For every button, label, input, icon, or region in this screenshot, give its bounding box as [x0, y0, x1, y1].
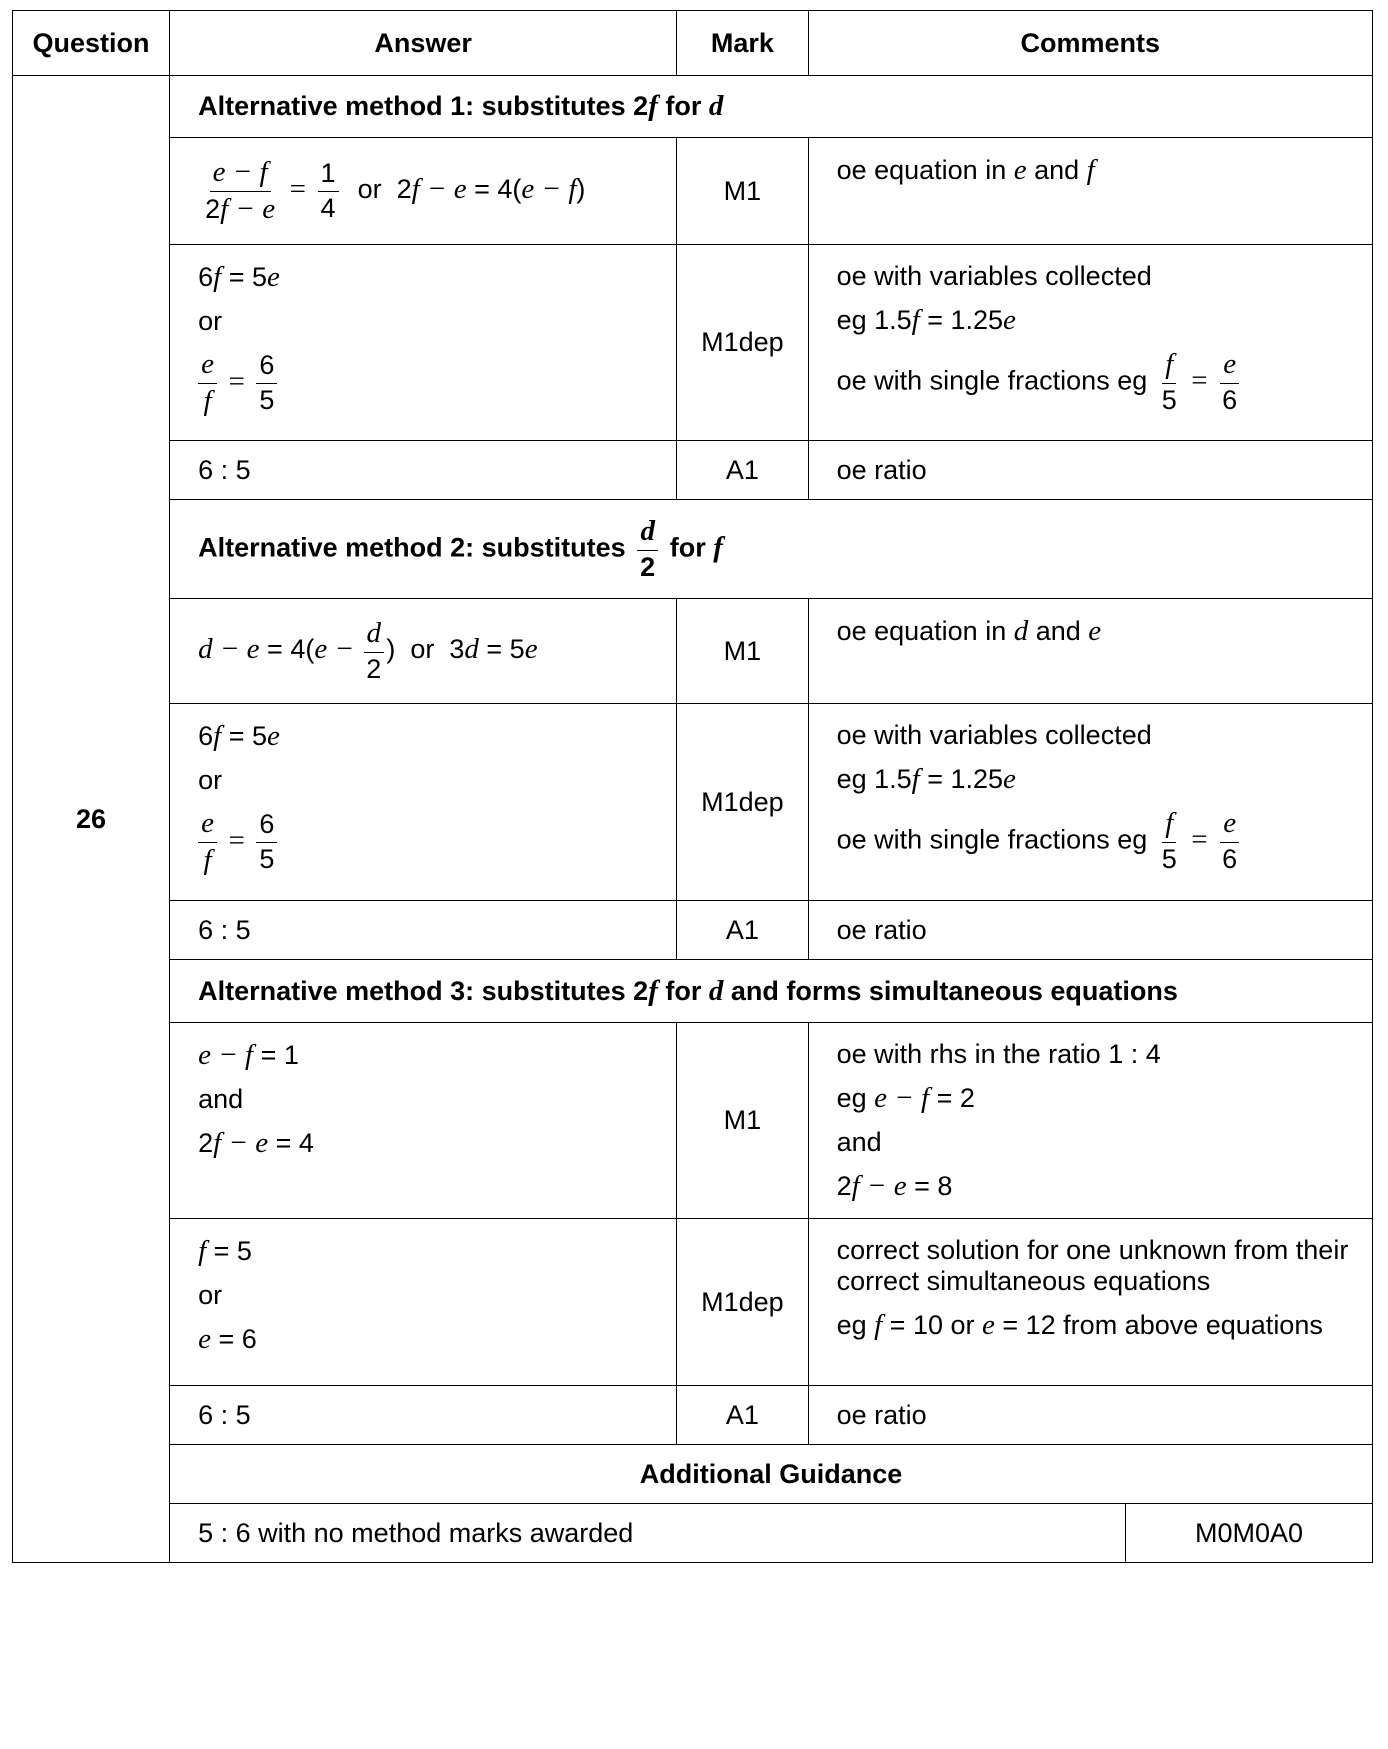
guidance-code: M0M0A0: [1126, 1504, 1373, 1563]
header-question: Question: [13, 11, 170, 76]
answer-cell: 6 : 5: [170, 441, 677, 500]
question-number: 26: [13, 76, 170, 1563]
fraction: $\frac{e}{f}$: [198, 808, 217, 877]
mark-cell: M1: [677, 599, 808, 704]
header-mark: Mark: [677, 11, 808, 76]
fraction: $\frac{d}{2}$: [637, 516, 658, 583]
fraction: $\frac{d}{2}$: [363, 618, 384, 685]
fraction: $\frac{f}{5}$: [1161, 807, 1177, 874]
table-row: [13, 1023, 1373, 1219]
comment-cell: oe ratio: [808, 441, 1372, 500]
comment-cell: oe ratio: [808, 1386, 1372, 1445]
answer-cell: 6 : 5: [170, 1386, 677, 1445]
mark-cell: M1: [677, 138, 808, 245]
table-row: [13, 1386, 1373, 1445]
fraction: $\frac{e - f}{2f - e}$: [205, 155, 276, 225]
comment-cell: oe with rhs in the ratio 1 : 4 eg e − f = 2 and 2f − e = 8: [808, 1023, 1372, 1219]
table-row: [13, 245, 1373, 441]
fraction: $\frac{6}{5}$: [256, 351, 277, 415]
comment-cell: oe equation in d and e: [808, 599, 1372, 704]
mark-cell: M1dep: [677, 245, 808, 441]
comment-cell: correct solution for one unknown from their correct simultaneous equations eg f = 10 or e = 12 from above equations: [808, 1219, 1372, 1386]
fraction: $\frac{e}{6}$: [1222, 348, 1238, 415]
answer-cell: $\frac{e - f}{2f - e}$ = $\frac{1}{4}$ or 2f − e = 4(e − f): [170, 138, 677, 245]
mark-cell: A1: [677, 441, 808, 500]
answer-cell: 6 : 5: [170, 901, 677, 960]
guidance-title-row: [13, 1445, 1373, 1504]
header-row: [13, 11, 1373, 76]
answer-cell: d − e = 4(e − $\frac{d}{2}$ ) or 3d = 5e: [170, 599, 677, 704]
method1-title: Alternative method 1: substitutes 2f for d: [170, 76, 1373, 138]
comment-cell: oe with variables collected eg 1.5f = 1.25e oe with single fractions eg $\frac{f}{5}$ = $\frac{e}{6}$: [808, 245, 1372, 441]
fraction: $\frac{6}{5}$: [256, 810, 277, 874]
table-row: [13, 599, 1373, 704]
guidance-title: Additional Guidance: [170, 1445, 1373, 1504]
fraction: $\frac{1}{4}$: [318, 159, 339, 223]
method3-title: Alternative method 3: substitutes 2f for d and forms simultaneous equations: [170, 960, 1373, 1023]
table-row: [13, 901, 1373, 960]
fraction: $\frac{f}{5}$: [1161, 348, 1177, 415]
table-row: [13, 138, 1373, 245]
header-answer: Answer: [170, 11, 677, 76]
method1-title-row: [13, 76, 1373, 138]
fraction: $\frac{e}{6}$: [1222, 807, 1238, 874]
mark-cell: M1: [677, 1023, 808, 1219]
comment-cell: oe with variables collected eg 1.5f = 1.25e oe with single fractions eg $\frac{f}{5}$ = $\frac{e}{6}$: [808, 704, 1372, 901]
comment-cell: oe ratio: [808, 901, 1372, 960]
method2-title: Alternative method 2: substitutes $\frac{d}{2}$ for f: [170, 500, 1373, 599]
header-comments: Comments: [808, 11, 1372, 76]
answer-cell: e − f = 1 and 2f − e = 4: [170, 1023, 677, 1219]
mark-cell: A1: [677, 901, 808, 960]
guidance-text: 5 : 6 with no method marks awarded: [170, 1504, 1126, 1563]
table-row: [13, 441, 1373, 500]
comment-cell: oe equation in e and f: [808, 138, 1372, 245]
mark-cell: A1: [677, 1386, 808, 1445]
mark-scheme-table: [12, 10, 1373, 1563]
table-row: [13, 704, 1373, 901]
answer-cell: 6f = 5e or $\frac{e}{f}$ = $\frac{6}{5}$: [170, 245, 677, 441]
fraction: $\frac{e}{f}$: [198, 349, 217, 418]
table-row: [13, 1219, 1373, 1386]
mark-cell: M1dep: [677, 1219, 808, 1386]
answer-cell: f = 5 or e = 6: [170, 1219, 677, 1386]
mark-cell: M1dep: [677, 704, 808, 901]
guidance-row: [13, 1504, 1373, 1563]
answer-cell: 6f = 5e or $\frac{e}{f}$ = $\frac{6}{5}$: [170, 704, 677, 901]
method3-title-row: [13, 960, 1373, 1023]
method2-title-row: [13, 500, 1373, 599]
